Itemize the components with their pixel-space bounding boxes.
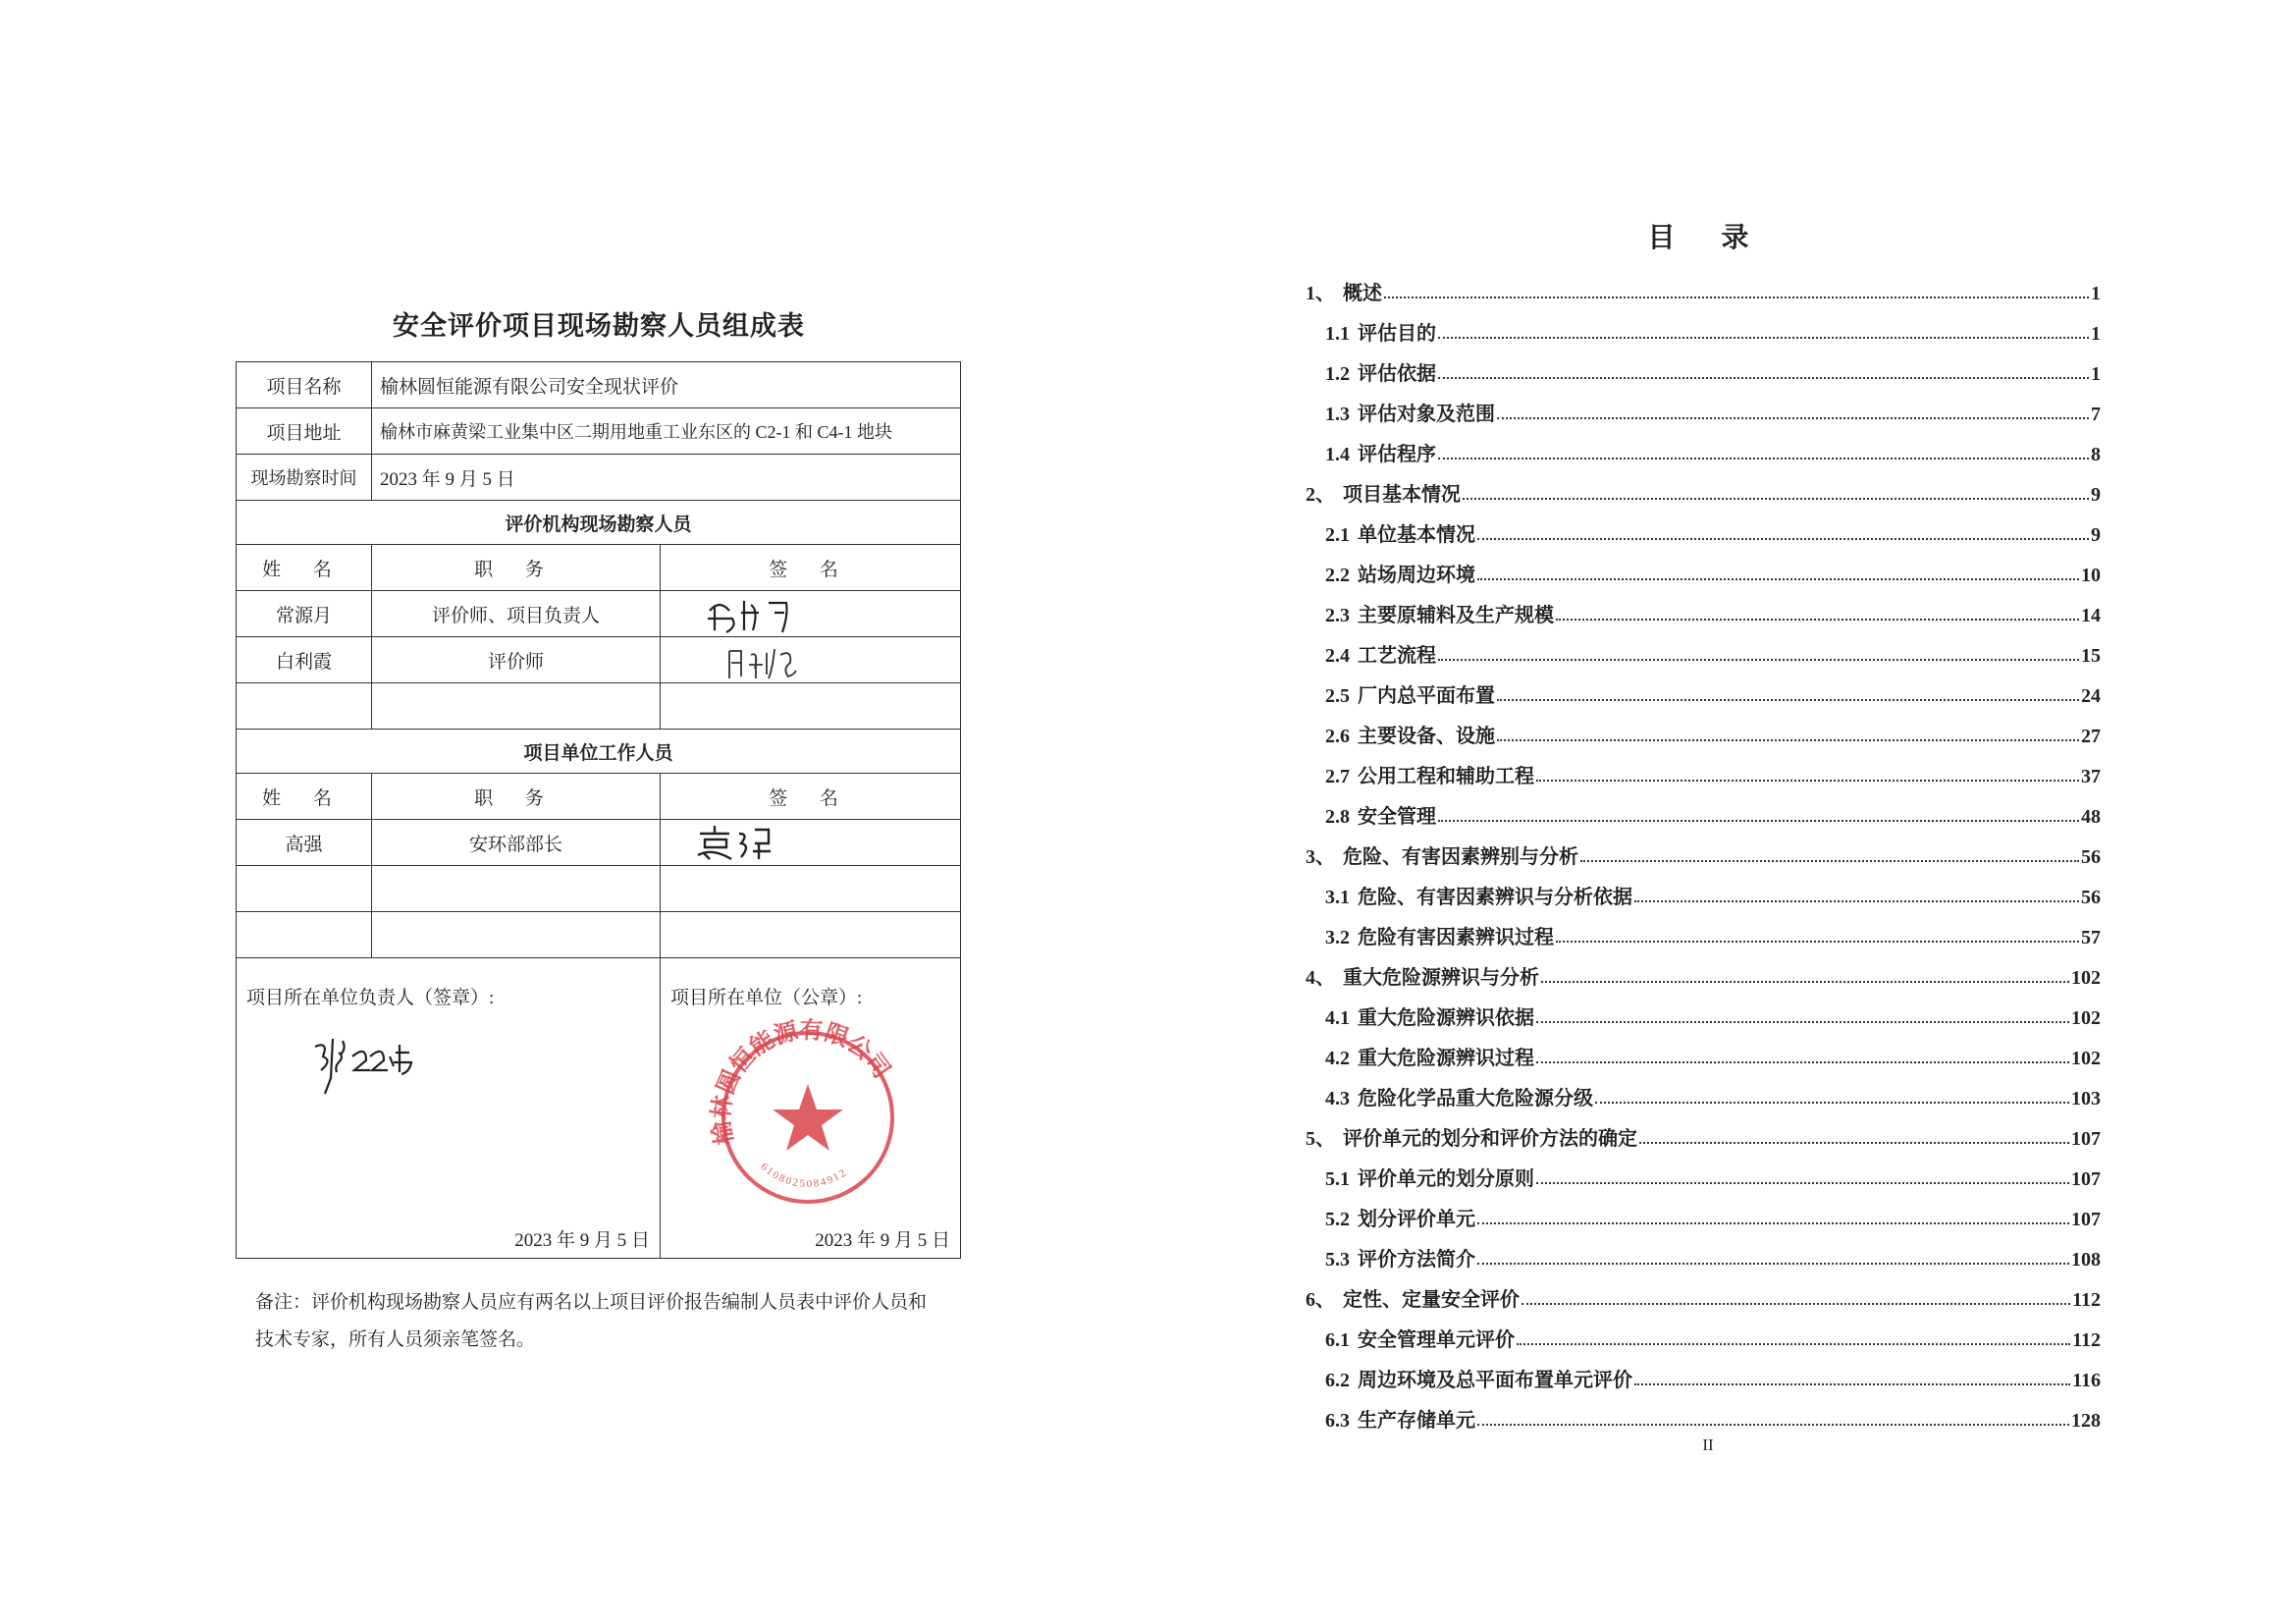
toc-leader-dots: [1497, 739, 2079, 741]
toc-title: 目 录: [1647, 223, 1769, 253]
toc-entry[interactable]: [1306, 1151, 2101, 1191]
toc-entry-page: 1: [2091, 363, 2101, 385]
toc-entry[interactable]: [1306, 346, 2101, 386]
toc-entry-title: 厂内总平面布置: [1358, 685, 1495, 707]
staff-name: 高强: [237, 820, 372, 866]
toc-entry-page: 57: [2081, 927, 2101, 948]
toc-entry-number: 1.4: [1325, 444, 1350, 465]
toc-entry-title: 危险、有害因素辨识与分析依据: [1358, 887, 1632, 908]
col-name-header: 姓 名: [237, 545, 372, 591]
toc-leader-dots: [1463, 498, 2089, 500]
toc-entry-number: 6、: [1306, 1289, 1335, 1311]
toc-leader-dots: [1438, 659, 2079, 661]
toc-entry-page: 27: [2081, 726, 2101, 747]
agency-section-heading: 评价机构现场勘察人员: [237, 501, 961, 545]
toc-entry-number: 2.1: [1325, 524, 1350, 546]
toc-entry-title: 站场周边环境: [1358, 565, 1475, 586]
toc-entry-page: 48: [2081, 806, 2101, 828]
unit-seal-date: 2023 年 9 月 5 日: [815, 1230, 951, 1251]
toc-entry-page: 56: [2081, 846, 2101, 868]
toc-entry[interactable]: [1306, 1392, 2101, 1433]
toc-entry-page: 10: [2081, 565, 2101, 586]
toc-entry-number: 1.3: [1325, 404, 1350, 425]
toc-entry-title: 公用工程和辅助工程: [1358, 766, 1534, 787]
toc-leader-dots: [1536, 1021, 2069, 1023]
unit-seal-label: 项目所在单位（公章）:: [670, 988, 863, 1008]
staff-position: 安环部部长: [372, 820, 661, 866]
toc-entry-page: 108: [2071, 1249, 2101, 1271]
toc-leader-dots: [1497, 417, 2089, 419]
svg-text:榆林圆恒能源有限公司: 榆林圆恒能源有限公司: [709, 1017, 894, 1147]
project-name-value: 榆林圆恒能源有限公司安全现状评价: [372, 362, 961, 408]
toc-entry-title: 危险、有害因素辨别与分析: [1343, 846, 1578, 868]
staff-position: 评价师: [372, 637, 661, 683]
toc-entry-title: 评估目的: [1358, 323, 1436, 345]
toc-entry-number: 2.4: [1325, 645, 1350, 667]
signature-area-row: [237, 958, 961, 1259]
toc-leader-dots: [1556, 941, 2079, 943]
toc-entry-page: 9: [2091, 524, 2101, 546]
toc-entry-title: 重大危险源辨识与分析: [1343, 967, 1539, 989]
handwritten-signature: [661, 820, 961, 866]
toc-leader-dots: [1477, 1222, 2069, 1224]
toc-entry[interactable]: [1306, 386, 2101, 426]
toc-leader-dots: [1384, 297, 2089, 298]
toc-entry-number: 5.1: [1325, 1168, 1350, 1190]
toc-entry-number: 3.1: [1325, 887, 1350, 908]
toc-entry[interactable]: [1306, 668, 2101, 708]
handwritten-signature: [661, 637, 961, 683]
toc-entry-page: 112: [2072, 1289, 2101, 1311]
toc-entry-title: 主要设备、设施: [1358, 726, 1495, 747]
toc-entry-title: 生产存储单元: [1358, 1410, 1475, 1432]
toc-entry-page: 107: [2071, 1209, 2101, 1230]
toc-leader-dots: [1580, 860, 2079, 862]
toc-leader-dots: [1522, 1303, 2070, 1305]
col-position-header: 职 务: [372, 774, 661, 820]
toc-leader-dots: [1634, 900, 2079, 902]
toc-entry-title: 安全管理单元评价: [1358, 1329, 1515, 1351]
toc-entry-title: 评估对象及范围: [1358, 404, 1495, 425]
toc-leader-dots: [1497, 699, 2079, 701]
col-position-header: 职 务: [372, 545, 661, 591]
page-number: II: [1702, 1435, 1714, 1454]
toc-entry-title: 评价方法简介: [1358, 1249, 1475, 1271]
toc-entry-number: 3.2: [1325, 927, 1350, 948]
toc-entry-title: 评价单元的划分原则: [1358, 1168, 1534, 1190]
toc-entry-title: 主要原辅料及生产规模: [1358, 605, 1554, 626]
empty-row: [237, 912, 961, 958]
survey-time-value: 2023 年 9 月 5 日: [372, 455, 961, 501]
col-name-header: 姓 名: [237, 774, 372, 820]
toc-leader-dots: [1556, 619, 2079, 621]
company-seal: [661, 958, 961, 1253]
toc-entry[interactable]: [1306, 547, 2101, 587]
table-of-contents-page: [1306, 206, 2110, 1463]
toc-entry-title: 工艺流程: [1358, 645, 1436, 667]
toc-entry-page: 102: [2071, 967, 2101, 989]
toc-entry-number: 2.5: [1325, 685, 1350, 707]
toc-entry-page: 107: [2071, 1128, 2101, 1150]
svg-text:6108025084912: 6108025084912: [758, 1161, 850, 1191]
toc-entry-number: 3、: [1306, 846, 1335, 868]
toc-entry-number: 1、: [1306, 283, 1335, 304]
survey-form-page: [221, 275, 977, 1375]
toc-leader-dots: [1639, 1142, 2069, 1144]
toc-entry[interactable]: [1306, 748, 2101, 788]
toc-entry-page: 112: [2072, 1329, 2101, 1351]
toc-leader-dots: [1438, 458, 2089, 460]
toc-entry-number: 2.3: [1325, 605, 1350, 626]
toc-entry-page: 56: [2081, 887, 2101, 908]
toc-entry-title: 周边环境及总平面布置单元评价: [1358, 1370, 1632, 1391]
toc-entry[interactable]: [1306, 466, 2101, 507]
toc-entry-page: 37: [2081, 766, 2101, 787]
toc-entry-number: 2、: [1306, 484, 1335, 506]
toc-entry[interactable]: [1306, 1272, 2101, 1312]
toc-entry-title: 定性、定量安全评价: [1343, 1289, 1520, 1311]
toc-entry-title: 评价单元的划分和评价方法的确定: [1343, 1128, 1637, 1150]
toc-entry[interactable]: [1306, 949, 2101, 990]
leader-label: 项目所在单位负责人（签章）:: [246, 988, 495, 1008]
unit-seal-cell: [661, 958, 961, 1259]
toc-entry[interactable]: [1306, 869, 2101, 909]
toc-entry-number: 1.2: [1325, 363, 1350, 385]
toc-entry-title: 重大危险源辨识依据: [1358, 1007, 1534, 1029]
toc-entry[interactable]: [1306, 1110, 2101, 1151]
toc-entry-title: 项目基本情况: [1343, 484, 1461, 506]
toc-entry-page: 103: [2071, 1088, 2101, 1110]
toc-entry-number: 2.6: [1325, 726, 1350, 747]
toc-entry-number: 4.2: [1325, 1048, 1350, 1069]
form-title: 安全评价项目现场勘察人员组成表: [393, 311, 805, 341]
toc-entry-page: 128: [2071, 1410, 2101, 1432]
toc-leader-dots: [1595, 1102, 2069, 1104]
toc-entry-number: 5.2: [1325, 1209, 1350, 1230]
project-name-label: 项目名称: [237, 362, 372, 408]
toc-entry[interactable]: [1306, 507, 2101, 547]
toc-entry[interactable]: [1306, 708, 2101, 748]
toc-leader-dots: [1634, 1383, 2070, 1385]
toc-entry-number: 2.8: [1325, 806, 1350, 828]
form-note: 备注：评价机构现场勘察人员应有两名以上项目评价报告编制人员表中评价人员和技术专家，所有人员须亲笔签名。: [255, 1292, 928, 1350]
leader-signature-cell: [237, 958, 661, 1259]
toc-entry-number: 4.3: [1325, 1088, 1350, 1110]
toc-entry-number: 4、: [1306, 967, 1335, 989]
empty-row: [237, 866, 961, 912]
toc-entry-number: 1.1: [1325, 323, 1350, 345]
project-address-value: 榆林市麻黄梁工业集中区二期用地重工业东区的 C2-1 和 C4-1 地块: [372, 408, 961, 455]
toc-entry-page: 102: [2071, 1048, 2101, 1069]
table-row: [237, 637, 961, 683]
toc-leader-dots: [1477, 578, 2079, 580]
toc-leader-dots: [1438, 377, 2089, 379]
toc-entry[interactable]: [1306, 426, 2101, 466]
toc-entry-title: 概述: [1343, 283, 1382, 304]
toc-leader-dots: [1438, 820, 2079, 822]
toc-entry-number: 5、: [1306, 1128, 1335, 1150]
survey-personnel-table: [236, 361, 961, 1259]
survey-time-label: 现场勘察时间: [237, 455, 372, 501]
toc-leader-dots: [1477, 1263, 2069, 1265]
toc-list: [1306, 265, 2101, 1433]
toc-entry-page: 9: [2091, 484, 2101, 506]
toc-entry-number: 2.2: [1325, 565, 1350, 586]
toc-entry-page: 14: [2081, 605, 2101, 626]
toc-entry-title: 危险化学品重大危险源分级: [1358, 1088, 1593, 1110]
toc-entry-title: 单位基本情况: [1358, 524, 1475, 546]
toc-entry-title: 评估程序: [1358, 444, 1436, 465]
handwritten-signature: [661, 591, 961, 637]
toc-entry-page: 1: [2091, 323, 2101, 345]
agency-header-row: [237, 545, 961, 591]
toc-leader-dots: [1536, 1182, 2069, 1184]
staff-name: 白利霞: [237, 637, 372, 683]
toc-entry-number: 5.3: [1325, 1249, 1350, 1271]
toc-entry[interactable]: [1306, 1191, 2101, 1231]
toc-entry[interactable]: [1306, 265, 2101, 305]
toc-entry[interactable]: [1306, 1352, 2101, 1392]
project-name-row: [237, 362, 961, 408]
toc-entry[interactable]: [1306, 627, 2101, 668]
toc-entry-page: 107: [2071, 1168, 2101, 1190]
toc-leader-dots: [1536, 780, 2079, 782]
toc-entry[interactable]: [1306, 909, 2101, 949]
project-address-row: [237, 408, 961, 455]
table-row: [237, 820, 961, 866]
toc-entry-title: 安全管理: [1358, 806, 1436, 828]
toc-entry-page: 7: [2091, 404, 2101, 425]
toc-leader-dots: [1477, 538, 2089, 540]
toc-entry-number: 2.7: [1325, 766, 1350, 787]
project-address-label: 项目地址: [237, 408, 372, 455]
toc-entry-title: 划分评价单元: [1358, 1209, 1475, 1230]
toc-entry-page: 116: [2072, 1370, 2101, 1391]
toc-entry-number: 4.1: [1325, 1007, 1350, 1029]
toc-entry[interactable]: [1306, 1231, 2101, 1272]
toc-entry-number: 6.3: [1325, 1410, 1350, 1432]
toc-leader-dots: [1438, 337, 2089, 339]
col-signature-header: 签 名: [661, 774, 961, 820]
toc-entry[interactable]: [1306, 829, 2101, 869]
toc-entry[interactable]: [1306, 990, 2101, 1030]
unit-section-heading: 项目单位工作人员: [237, 730, 961, 774]
toc-entry-number: 6.2: [1325, 1370, 1350, 1391]
unit-header-row: [237, 774, 961, 820]
toc-leader-dots: [1517, 1343, 2070, 1345]
empty-row: [237, 683, 961, 730]
leader-date: 2023 年 9 月 5 日: [514, 1230, 650, 1251]
toc-entry-page: 8: [2091, 444, 2101, 465]
toc-entry-title: 危险有害因素辨识过程: [1358, 927, 1554, 948]
survey-time-row: [237, 455, 961, 501]
staff-position: 评价师、项目负责人: [372, 591, 661, 637]
col-signature-header: 签 名: [661, 545, 961, 591]
toc-entry[interactable]: [1306, 1030, 2101, 1070]
toc-entry-page: 24: [2081, 685, 2101, 707]
toc-entry[interactable]: [1306, 1312, 2101, 1352]
toc-entry-title: 评估依据: [1358, 363, 1436, 385]
toc-entry-page: 15: [2081, 645, 2101, 667]
toc-entry[interactable]: [1306, 788, 2101, 829]
toc-entry-number: 6.1: [1325, 1329, 1350, 1351]
toc-entry[interactable]: [1306, 1070, 2101, 1110]
table-row: [237, 591, 961, 637]
toc-entry-title: 重大危险源辨识过程: [1358, 1048, 1534, 1069]
toc-entry-page: 1: [2091, 283, 2101, 304]
toc-entry[interactable]: [1306, 305, 2101, 346]
staff-name: 常源月: [237, 591, 372, 637]
toc-leader-dots: [1477, 1424, 2069, 1426]
toc-entry[interactable]: [1306, 587, 2101, 627]
toc-entry-page: 102: [2071, 1007, 2101, 1029]
toc-leader-dots: [1541, 981, 2069, 983]
toc-leader-dots: [1536, 1061, 2069, 1063]
